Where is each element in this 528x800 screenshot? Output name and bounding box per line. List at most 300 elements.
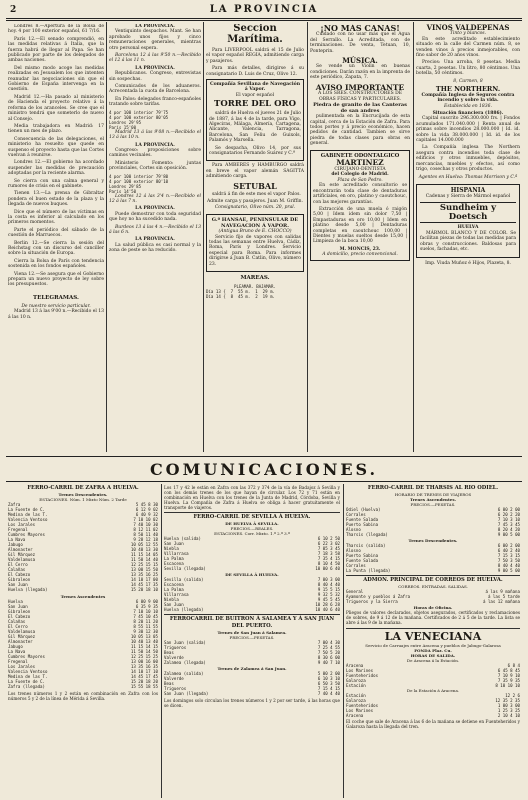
ad-paragraph: Precios: Una arroba, 8 pesetas. Media cuarta, 2 pesetas. Un litro, 80 céntimos. Una botella, 50 céntimos. xyxy=(416,60,520,77)
station-name: Niebla xyxy=(164,597,179,602)
timetable-row xyxy=(346,568,520,573)
station-times: 7 40 10 30 xyxy=(133,522,158,527)
ad-paragraph: En este acreditado establecimiento situado en la calle del Carmen núm. 8, se venden vinos á precios inmejorables, con fino sabor de 20 años vinos. xyxy=(416,36,520,58)
station-name: La Fuente de C. xyxy=(8,507,45,512)
insurance-agents: Agentes en Huelva: Thomas Morrison y C.ª xyxy=(418,174,518,180)
station-times: 6 20 2 20 xyxy=(497,512,520,517)
station-name: El Cerro xyxy=(8,562,28,567)
banner-rule-top xyxy=(6,456,522,457)
station-name: Calañas xyxy=(8,567,26,572)
veneciana-sub3: De la Estación á Aracena. xyxy=(406,687,460,693)
station-times: 11 15 14 15 xyxy=(130,644,158,649)
station-name: Galaroza xyxy=(346,677,366,683)
station-times: 12 2 6 xyxy=(505,692,520,698)
station-name: Villarrasa xyxy=(164,592,189,597)
timetable-row xyxy=(346,713,520,718)
ship-name: TORRE DEL ORO xyxy=(214,99,296,110)
communications-banner: COMUNICACIONES. xyxy=(149,460,379,479)
station-times: 7 35 4 15 xyxy=(317,556,340,561)
sevilla-title: FERRO-CARRIL DE SEVILLA Á HUELVA. xyxy=(164,512,340,521)
station-times: 6 00 2 00 xyxy=(497,543,520,548)
station-name: Beas xyxy=(164,681,174,686)
station-times: 9 32 5 32 xyxy=(317,592,340,597)
telegram-paragraph: Madrid 13 á las 9'00 n.—Recibido el 13 á las 10 n. xyxy=(8,309,104,320)
station-times: 10 40 13 30 xyxy=(130,547,158,552)
station-times: 7 00 3 00 xyxy=(317,577,340,582)
station-times: 7 45 3 45 xyxy=(497,522,520,527)
dispatch-dateline: Londres 12 á las 3'4 n.—Recibido el 12 á las 7 n. xyxy=(109,193,201,204)
correos-rows xyxy=(346,589,520,604)
timetable-row xyxy=(346,683,520,688)
station-name: Medina de las T. xyxy=(8,674,48,679)
station-name: Huelva xyxy=(8,599,23,604)
hansa-sub: (Antigua Bruno de E. CHOCCO) xyxy=(218,229,292,235)
dentist-paragraph: En este acreditado consultorio se encontrarán toda clase de dentaduras artificiales, en oro, platino y caoutchouc, con las mejores garantías. xyxy=(313,183,407,205)
station-times: 8 55 11 55 xyxy=(133,624,158,629)
dispatch-text: Ventiquinto despachos. Mant. Se han aprobado unos fijos y cinco remuneraciones generales, mientras otro personal espera. xyxy=(109,29,201,51)
station-times: 7 15 4 15 xyxy=(317,686,340,691)
station-times: 6 50 3 50 xyxy=(317,681,340,686)
telegrams-heading: TELEGRAMAS. xyxy=(33,294,79,301)
station-times: 7 05 3 45 xyxy=(317,546,340,551)
station-name: Estación xyxy=(346,682,366,688)
zafra-sub: Trenes Descendentes. xyxy=(58,492,108,497)
station-name: General xyxy=(346,589,364,594)
hansa-heading: G.ª HANSAE, PENINSULAR DE NAVEGACION Á VAPOR. xyxy=(211,217,299,230)
station-name: Los Jarales xyxy=(8,664,36,669)
column-separator xyxy=(413,22,414,452)
station-name: Trigueros xyxy=(164,686,187,691)
station-times: 12 35 2 35 xyxy=(495,697,520,703)
news-paragraph: Dice que el número de las víctimas en la costa es inferior al calculado en los primeros momentos. xyxy=(8,209,104,226)
station-name: Calañas xyxy=(8,619,26,624)
station-name: Almonaster xyxy=(8,639,33,644)
station-name: Valverde xyxy=(164,676,184,681)
quote-line: Londres 29'85 xyxy=(109,183,142,189)
station-times: 1 25 3 25 xyxy=(497,707,520,713)
hispania-ad-box xyxy=(416,184,520,259)
station-name: La Fuente de C. xyxy=(8,679,45,684)
company-name: Compañía Sevillana de Navegación á Vapor. xyxy=(209,82,301,93)
ship-paragraph: Se despacha, Olivo 14, por sus consignatarios Fernando Suárez y C.ª xyxy=(209,145,301,157)
ad-heading-aviso: AVISO IMPORTANTE xyxy=(315,82,405,92)
aviso-lead: Piedra de granito de las Canteras de san andres xyxy=(313,102,407,115)
sevilla-columns: ESTACIONES. Corr. Mixto. 1.ª 2.ª 3.ª xyxy=(214,531,290,536)
station-name: Valdelamusa xyxy=(8,557,36,562)
column-separator xyxy=(203,22,204,452)
station-times: 8 40 4 40 xyxy=(497,563,520,568)
station-times: 6 12 9 02 xyxy=(135,507,158,512)
maritime-agent-addr: Consignatario, Olivo núm. 20, pral. xyxy=(214,204,296,210)
station-name: Gibraleon xyxy=(8,577,31,582)
station-times: 9 30 12 30 xyxy=(133,629,158,634)
quote-line: 4 por 100 exterior 80'05 xyxy=(109,114,169,120)
dentist-title: CIRUJANO-DENTISTA xyxy=(334,167,386,173)
tharsis-title: FERRO-CARRIL DE THARSIS AL RIO ODIEL. xyxy=(367,485,499,491)
zafra-note: Los trenes números 1 y 2 están en combinación en Zafra con los números 5 y 2 de la línea de Mérida á Sevilla. xyxy=(8,691,158,701)
dispatch-source: LA PROVINCIA. xyxy=(135,206,175,212)
veneciana-owner: FONDA Plaz. Cu. xyxy=(414,647,452,653)
timetable-row xyxy=(164,691,340,696)
dispatch-text: Republicanos. Congreso, entrevistas sin sospechas. xyxy=(109,71,201,82)
hansa-paragraph: Servicio fijo de vapores con salidas todas las semanas entre Huelva, Cádiz, Roma, París y Londres. Servicio especial para Roma. Para informes dirigirse á Juan B. Catlin, Olivo, número 23. xyxy=(209,234,301,267)
hispania-sub: Cadenas y Sierra de Mármol español xyxy=(425,194,511,200)
station-times: 14 45 17 45 xyxy=(130,674,158,679)
timetable-row xyxy=(164,566,340,571)
news-paragraph: Consecuencia de las delegaciones, el ministerio ha resuelto que quede en suspenso el proyecto hasta que las Cortes vuelvan á reunirse. xyxy=(8,136,104,158)
station-name: Zafra xyxy=(8,502,21,507)
correos-title: ADMON. PRINCIPAL DE CORREOS DE HUELVA. xyxy=(346,575,520,584)
station-times: 10 05 12 55 xyxy=(130,542,158,547)
ad-paragraph: Cuidado con no usar más que el Agua del Serrallo. La Acreditada, con de terminaciones. De venta, Tetuan, 10, Ponteprin. xyxy=(310,32,410,54)
station-name: Estación xyxy=(346,692,366,698)
station-times: 13 00 16 00 xyxy=(130,659,158,664)
station-times: 9 00 5 00 xyxy=(497,568,520,573)
station-times: 9 40 7 10 xyxy=(317,660,340,665)
news-paragraph: Viena 12.—Se asegura que el Gobierno prepara un nuevo proyecto de ley sobre los presupuestos. xyxy=(8,271,104,288)
ad-paragraph: pulimentada en la Encrucijada de esta capital, cerca de la Estación de Zafra. Para todos portes y á precio económico, hacen pedidos de cantidad. Tambien se sirve piedra de todas clases para obras en general. xyxy=(310,114,410,147)
quote-line: 4 por 100 exterior 80'10 xyxy=(109,178,169,184)
dentist-heading: GABINETE ODONTALGICO xyxy=(320,152,400,159)
dispatch-source: LA PROVINCIA. xyxy=(135,65,175,71)
banner-rule-bottom xyxy=(6,481,522,482)
station-times: 2 10 4 10 xyxy=(497,712,520,718)
station-name: Valdelamusa xyxy=(8,629,36,634)
news-paragraph: París 12.—El senado comprendió, en las medidas relativas á Italia, que la fuerza habrá de llegar al Papa. Se han publicado por parte de los delegados de ambas naciones. xyxy=(8,36,104,64)
station-name: Los Marines xyxy=(346,707,374,713)
station-name: Niebla xyxy=(164,546,179,551)
veneciana-title: LA VENECIANA xyxy=(346,628,520,643)
brand-city: HUELVA xyxy=(457,225,479,231)
maritime-paragraph: Para AMBERES y HAMBURGO saldrá en breve el vapor alemán SAGITTA admitiendo carga. xyxy=(206,163,304,180)
station-name: Cumbres Mayores xyxy=(8,654,45,659)
ad-heading-canas: ¡NO MÁS CANAS! xyxy=(320,24,400,33)
station-name: Sevilla (salida) xyxy=(164,577,204,582)
masthead-rule xyxy=(6,18,522,19)
insurance-paragraph: La Compañía inglesa The Northern asegura contra incendios toda clase de edificios y otros inmuebles, depósitos, mercancías, muebles y efectos, así como trigo, cosechas y otros productos. xyxy=(416,145,520,173)
station-name: Trigueros xyxy=(164,645,187,650)
station-name: Aracena xyxy=(346,662,364,668)
station-name: Valverde xyxy=(164,655,184,660)
tides-row: Día 13 { 7 55 m. 1 29 m. xyxy=(206,289,276,295)
maritime-paragraph: Para más detalles, dirigirse á su consignatario D. Luis de Cruz, Olivo 12. xyxy=(206,66,304,77)
station-name: Fuenteheridos xyxy=(346,702,379,708)
station-times: á las 12 mañana xyxy=(483,599,520,604)
station-name: Valencia Ventoso xyxy=(8,669,48,674)
station-name: Sevilla (llegada) xyxy=(164,566,206,571)
dispatch-dateline: Madrid 13 á las 9'08 n.—Recibido el 13 á las 10 n. xyxy=(109,129,201,141)
buitron-note: Los domingos solo circulan los trenes números 1 y 2 por ser tarde, á las horas que se dicen. xyxy=(164,698,340,708)
station-times: 7 10 10 10 xyxy=(133,609,158,614)
station-times: 11 15 14 05 xyxy=(130,552,158,557)
station-times: 9 28 12 18 xyxy=(133,537,158,542)
dentist-college: del Colegio de Madrid. xyxy=(331,172,389,178)
vinos-address: 8, Carmen, 8 xyxy=(453,78,483,84)
station-times: 8 12 11 02 xyxy=(133,527,158,532)
dispatch-text: Puede demostrar con toda seguridad que hoy no ha sucedido nada. xyxy=(109,211,201,223)
station-name: Fregenal xyxy=(8,527,28,532)
station-name: Los Jarales xyxy=(8,522,36,527)
column-separator xyxy=(307,22,308,452)
station-times: 8 10 4 50 xyxy=(317,561,340,566)
tides-header: PLEAMAR. BAJAMAR. xyxy=(234,284,276,290)
station-times: 7 18 3 58 xyxy=(317,551,340,556)
station-times: 8 20 11 20 xyxy=(133,619,158,624)
timetable-row xyxy=(8,587,158,592)
station-name: La Nava xyxy=(8,649,26,654)
news-paragraph: Media trabajadora en Madrid: 17 tienen un mes de plazo. xyxy=(8,123,104,135)
station-times: 10 28 6 28 xyxy=(315,602,340,607)
station-name: Huelva (llegada) xyxy=(8,587,48,592)
capital-heading: Situación financiera (1886). xyxy=(432,111,504,117)
column-ads-4 xyxy=(310,24,410,452)
capital-text: Capital suscrito 296.300.000 frs. | Fondos acumulados 171.040.000 | Renta anual de primas sobre incendios 28.000.000 | Id. id. sobre la vida 38.000.000 | Id. id. de los capitales 14.000.000 xyxy=(416,116,520,144)
station-name: Alosno xyxy=(346,527,361,532)
correos-hours-heading: Horas de Oficina. xyxy=(413,605,453,610)
printer-line: Imp. Viuda Muñoz é Hijos, Plazeta, 8. xyxy=(425,261,511,267)
news-paragraph: Madrid 12.—Ha pasado al ministerio de Hacienda el proyecto relativo á la reforma de los aranceles. Se cree que el ministro tendrá que someterlo de nuevo al Consejo. xyxy=(8,94,104,122)
station-times: 6 40 2 40 xyxy=(497,548,520,553)
dentist-address: Plaza de San Pedro. xyxy=(337,177,383,183)
quote-line: París 15'00 xyxy=(109,124,137,130)
aviso-sub: A LOS SRES. CONSTRUCTORES DE OBRAS FÍSICAS Y PARTICULARES. xyxy=(318,91,402,102)
sevilla-note: Los 17 y 42 le están en Zafra con las 372 y 374 de la vía de Badajoz á Sevilla y con los demás trenes de los que hayan de circular. Los 72 y 71 están en combinación en Huelva con los trenes de la Junta de Madrid, Córdoba, Sevilla y Huelva. La Compañía de Zafra á Huelva se obliga á hacer gratuitamente el transporte de viajeros. xyxy=(164,485,340,510)
station-name: Alosno xyxy=(346,548,361,553)
dispatch-text: En Palos: delegados franco-españoles tratando sobre tarifas. xyxy=(109,96,201,108)
station-name: El Cabezo xyxy=(8,572,31,577)
buitron-rows2 xyxy=(164,671,340,696)
tharsis-rows xyxy=(346,507,520,537)
station-times: 5 00 2 00 xyxy=(317,671,340,676)
station-name: Gil Márquez xyxy=(8,552,36,557)
station-times: 7 00 4 30 xyxy=(317,640,340,645)
quote-line: 4 por 100 interior 79'75 xyxy=(109,109,169,115)
station-times: 8 50 11 40 xyxy=(133,532,158,537)
veneciana-hours: HORAS DE SALIDA. xyxy=(410,652,456,658)
hispania-heading: HISPANIA xyxy=(450,186,486,194)
dispatch-source: LA PROVINCIA. xyxy=(135,24,175,29)
dentist-name: MARTINEZ xyxy=(336,158,384,168)
station-name: San Juan xyxy=(164,602,184,607)
zafra-rows xyxy=(8,502,158,592)
ship-paragraph: saldrá de Huelva el jueves 21 de Julio de 1887, á las 4 de la tarde, para Vigo, Algeciras, Málaga, Almería, Cartagena, Alicante, Valencia, Tarragona, Barcelona, San Feliu de Guixols, Palamós y Marsella. xyxy=(209,111,301,144)
maritime-paragraph: saldrá á fin de este mes el vapor Palos. xyxy=(212,192,301,198)
news-paragraph: Parte el periódico del sábado de la cuestión de Marruecos. xyxy=(8,227,104,239)
station-times: 7 25 4 55 xyxy=(317,645,340,650)
masthead-title: LA PROVINCIA xyxy=(209,4,319,15)
station-times: 13 00 15 50 xyxy=(130,567,158,572)
dispatch-text: Ministerio Fomento: juntas provinciales, Cortes sin oposición. xyxy=(109,160,201,172)
station-name: Puerto Sabina xyxy=(346,553,379,558)
station-times: 8 20 4 20 xyxy=(497,527,520,532)
ship-ad-box xyxy=(206,79,304,161)
station-times: 6 45 8 45 xyxy=(497,667,520,673)
station-name: Gibraleon xyxy=(8,609,31,614)
timetable-row xyxy=(346,532,520,537)
dentist-ad-box xyxy=(310,150,410,261)
station-name: Fregenal xyxy=(8,659,28,664)
station-times: 9 45 5 45 xyxy=(317,597,340,602)
station-name: San Juan (salida) xyxy=(164,640,206,645)
buitron-title: FERROCARRIL DE BUITRON Á SALAMEA Y Á SAN JUAN DEL PUERTO. xyxy=(164,614,340,630)
news-paragraph: Del mismo modo acoge las medidas realizadas en Jesusalem los que intenten reanudar las negociaciones sin que el Gobierno de España intervenga en la cuestión. xyxy=(8,65,104,93)
station-name: El Cabezo xyxy=(8,614,31,619)
station-name: Huelva (salida) xyxy=(164,536,201,541)
correos-hours-text: Pliegos de valores declarados, objetos asegurados, certificados y reclamaciones de sobres, de 9 á 12 de la mañana. Certificados de 2 á 5 de la tarde. La lista se abre á las 9 de la mañana. xyxy=(346,610,520,625)
insurance-sub: Establecida en 1836. xyxy=(444,103,492,109)
station-name: Los Marines xyxy=(346,667,374,673)
station-times: 9 00 5 00 xyxy=(497,532,520,537)
brand-name: Sundheim y Doetsch xyxy=(420,202,516,224)
station-times: 13 35 16 25 xyxy=(130,572,158,577)
station-name: Huelva (llegada) xyxy=(164,607,204,612)
station-times: 7 10 9 10 xyxy=(497,672,520,678)
station-times: 15 20 18 10 xyxy=(130,587,158,592)
station-name: San Juan xyxy=(8,604,28,609)
station-times: 8 10 10 10 xyxy=(495,682,520,688)
column-separator xyxy=(161,484,162,798)
dentist-note: A domicilio, precio convencional. xyxy=(322,252,398,258)
news-paragraph: Cierra la Bolsa de París con tendencia sostenida en los fondos españoles. xyxy=(8,258,104,270)
zafra-title: FERRO-CARRIL DE ZAFRA Á HUELVA. xyxy=(27,485,139,491)
station-name: Tharsis (salida) xyxy=(346,543,386,548)
station-times: á las 9 mañana xyxy=(485,589,520,594)
station-times: 11 50 14 40 xyxy=(130,557,158,562)
station-name: San Juan xyxy=(8,582,28,587)
station-times: 7 15 3 15 xyxy=(497,553,520,558)
telegrams-subheading: De nuestro servicio particular. xyxy=(21,303,91,309)
station-times: 14 45 17 35 xyxy=(130,582,158,587)
station-times: 10 05 13 05 xyxy=(130,634,158,639)
station-times: 7 10 3 10 xyxy=(497,517,520,522)
station-name: Puerto Sabina xyxy=(346,522,379,527)
dispatch-text: Comunicados de los aduaneros. Acrecentada la cuota de Barcelona. xyxy=(109,84,201,95)
tharsis-sub3: PRECIOS.—PESETAS. xyxy=(410,502,456,507)
station-times: 6 00 2 00 xyxy=(497,507,520,512)
ad-heading-vinos: VINOS VALDEPEÑAS xyxy=(426,24,510,32)
timetable-row xyxy=(346,599,520,604)
vinos-sub: Tinto y blancos. xyxy=(449,31,487,37)
station-times: 12 25 15 15 xyxy=(130,562,158,567)
buitron-sub3: Trenes de Zalamea á San Juan. xyxy=(217,666,287,671)
station-times: 6 35 9 35 xyxy=(135,604,158,609)
sevilla-sub3: DE SEVILLA Á HUELVA. xyxy=(225,572,279,577)
hispania-paragraph: MÁRMOL BLANCO Y DE COLOR. Se facilitan piezas de todas las medidas para obras y construcciones. Baldosas para suelos, fachadas, etc. xyxy=(420,230,516,253)
column-news-1 xyxy=(8,24,104,449)
station-name: Cumbres Mayores xyxy=(8,532,45,537)
tides-row: Día 14 { 8 45 m. 2 19 m. xyxy=(206,294,276,300)
station-name: Fuente Salada xyxy=(346,558,379,563)
station-name: La Nava xyxy=(8,537,26,542)
timetable-sevilla xyxy=(164,485,340,797)
station-name: Almonaster xyxy=(8,547,33,552)
station-name: Gil Márquez xyxy=(8,634,36,639)
station-name: Villarrasa xyxy=(164,551,189,556)
vapor-label: El vapor español xyxy=(235,92,275,98)
column-telegrams-2 xyxy=(109,24,201,449)
station-name: San Juan (llegada) xyxy=(164,691,209,696)
station-name: Ayamonte y pueblos á Zafra xyxy=(346,594,411,599)
station-name: Aracena xyxy=(346,712,364,718)
dispatch-dateline: Burdeos 13 á las 4 n.—Recibido el 13 á las 6 n. xyxy=(109,224,201,235)
news-paragraph: Se cierra con una calma general y rumores de crisis en el gabinete. xyxy=(8,178,104,189)
ad-paragraph: Se vende un Violin en buenas condiciones. Darán razón en la imprenta de este periódico, Zapata, 7. xyxy=(310,64,410,81)
station-name: Zafra (llegada) xyxy=(8,684,45,689)
station-name: Jabugo xyxy=(8,542,23,547)
column-separator xyxy=(106,22,107,452)
maritime-paragraph: Para LIVERPOOL saldrá el 15 de Julio el vapor español REGIA, admitiendo carga y pasajeros. xyxy=(206,48,304,64)
dentist-prices: Extracción de una muela ó raigón 5,00 | Idem idem sin dolor 7,50 | Empastaduras en oro 10,00 | Idem en platino desde 5,00 | Dentaduras completas en caoutchouc 100,00 | Dientes y muelas sueltos desde 15,00 | Limpieza de la boca 10,00 xyxy=(313,206,407,245)
buitron-rows xyxy=(164,640,340,665)
station-times: 10 00 6 40 xyxy=(315,566,340,571)
setubal-heading: SETUBAL xyxy=(233,180,277,191)
quote-line: París 14'50 xyxy=(109,188,137,194)
zafra-sub2: Trenes Ascendentes xyxy=(60,594,106,599)
station-times: 8 40 4 40 xyxy=(317,582,340,587)
station-name: Trigueros y la Sierra xyxy=(346,599,398,604)
station-times: 14 10 17 10 xyxy=(130,669,158,674)
column-separator xyxy=(343,484,344,798)
buitron-sub2: PRECIOS.—PESETAS. xyxy=(229,635,275,640)
station-name: Medina de las T. xyxy=(8,512,48,517)
maritime-agent: Admite carga y pasajeros. Juan M. Griffin. xyxy=(206,199,304,205)
station-name: La Palma xyxy=(164,587,184,592)
station-times: 1 00 3 00 xyxy=(497,702,520,708)
quote-line: Londres 29'95 xyxy=(109,119,142,125)
correos-columns: CORREOS. ENTRADAS. SALIDAS. xyxy=(398,584,468,589)
veneciana-sub2: De Aracena á la Estación. xyxy=(406,657,460,663)
station-times: 5 45 8 30 xyxy=(135,502,158,507)
timetable-row xyxy=(164,660,340,665)
veneciana-rows xyxy=(346,663,520,688)
station-name: Jabugo xyxy=(8,644,23,649)
dispatch-text: La salud pública es casi normal y la zona de peste se ha reducido. xyxy=(109,242,201,254)
station-name: El Cerro xyxy=(8,624,28,629)
news-paragraph: Londres 8.—Apertura de la Bolsa de hoy. 4 por 100 exterior español, 61 7/16. xyxy=(8,24,104,35)
station-times: 9 15 5 15 xyxy=(317,587,340,592)
station-name: Corrales xyxy=(346,563,366,568)
news-paragraph: Tienen 13.—La prensa de Gibraltar pondera el buen estado de la plaza y la llegada de nuevos buques. xyxy=(8,191,104,208)
dispatch-source: LA PROVINCIA. xyxy=(135,142,175,148)
tides-heading: MAREAS. xyxy=(240,275,270,282)
station-times: 7 35 9 35 xyxy=(497,677,520,683)
station-name: Galaroza xyxy=(346,697,366,703)
news-paragraph: Berlin 12.—Se cierra la sesión del Reichstag con un discurso del canciller sobre la situación de Europa. xyxy=(8,240,104,257)
hansa-ad-box xyxy=(206,214,304,272)
station-name: La Palma xyxy=(164,556,184,561)
veneciana-rows2 xyxy=(346,693,520,718)
station-name: La Punta (llegada) xyxy=(346,568,391,573)
sevilla-rows2 xyxy=(164,577,340,612)
zafra-rows2 xyxy=(8,599,158,689)
station-name: Tharsis (llegada) xyxy=(346,532,388,537)
station-times: 13 35 16 35 xyxy=(130,664,158,669)
timetable-tharsis xyxy=(346,485,520,797)
tharsis-sub4: Trenes Descendentes. xyxy=(408,538,458,543)
insurance-heading: Compañía Inglesa de Seguros contra incendio y sobre la vida. xyxy=(421,92,515,104)
news-paragraph: Londres 12.—El gobierno ha acordado suspender las medidas de precaución adoptadas por la reciente alarma. xyxy=(8,160,104,177)
station-name: Fuente Salada xyxy=(346,517,379,522)
station-times: 7 40 4 40 xyxy=(317,691,340,696)
station-times: 15 55 18 55 xyxy=(130,684,158,689)
column-maritime xyxy=(206,24,304,452)
sevilla-rows xyxy=(164,536,340,571)
zafra-columns: ESTACIONES. Núm. 1 Mixto Núm. 2 Tarde xyxy=(39,497,127,502)
station-times: 6 22 3 02 xyxy=(317,541,340,546)
northern-heading: THE NORTHERN. xyxy=(435,85,501,93)
station-name: Valencia Ventoso xyxy=(8,517,48,522)
veneciana-sub: Servicio de Carruajes entre Aracena y pueblos de Jabugo-Galarosa xyxy=(365,642,501,648)
